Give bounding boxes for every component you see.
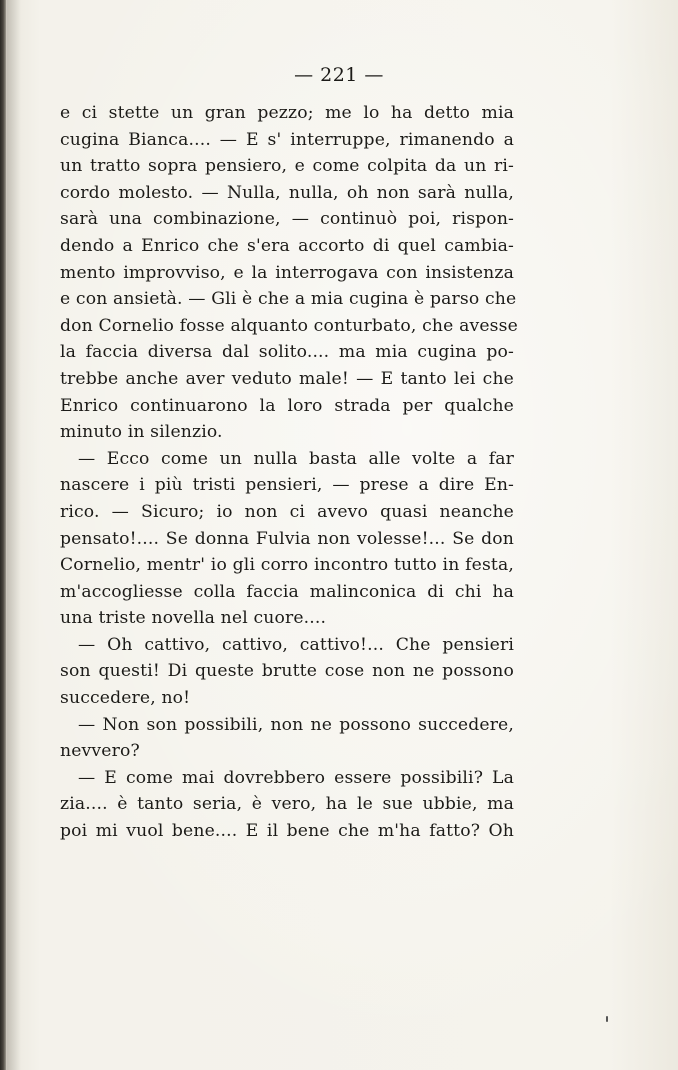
text-line: m'accogliesse colla faccia malinconica di chi ha: [60, 581, 514, 602]
text-line: una triste novella nel cuore....: [60, 608, 327, 629]
text-line: e ci stette un gran pezzo; me lo ha detto mia: [60, 103, 514, 123]
text-line: — E come mai dovrebbero essere possibili? La: [78, 767, 514, 788]
text-line: don Cornelio fosse alquanto conturbato, che avesse: [60, 315, 518, 336]
text-line: e con ansietà. — Gli è che a mia cugina è parso che: [60, 289, 517, 310]
text-line: un tratto sopra pensiero, e come colpita da un ri-: [60, 156, 514, 177]
text-line: Enrico continuarono la loro strada per qualche: [60, 395, 514, 416]
text-line: — Non son possibili, non ne possono succedere,: [78, 714, 514, 735]
page-number: — 221 —: [294, 64, 384, 86]
body-text: [60, 100, 518, 845]
text-line: pensato!.... Se donna Fulvia non volesse!... Se don: [60, 528, 514, 549]
text-line: nascere i più tristi pensieri, — prese a dire En-: [60, 475, 514, 496]
text-line: nevvero?: [60, 741, 140, 762]
text-line: trebbe anche aver veduto male! — E tanto lei che: [60, 368, 514, 389]
text-line: cordo molesto. — Nulla, nulla, oh non sarà nulla,: [60, 182, 514, 203]
text-line: poi mi vuol bene.... E il bene che m'ha fatto? Oh: [60, 821, 514, 842]
text-line: — Oh cattivo, cattivo, cattivo!... Che pensieri: [78, 634, 514, 655]
book-binding-edge: [0, 0, 7, 1070]
text-line: succedere, no!: [60, 688, 191, 709]
text-line: sarà una combinazione, — continuò poi, rispon-: [60, 209, 514, 230]
text-line: mento improvviso, e la interrogava con insistenza: [60, 262, 514, 283]
text-line: rico. — Sicuro; io non ci avevo quasi neanche: [60, 501, 514, 522]
text-line: son questi! Di queste brutte cose non ne possono: [60, 661, 514, 682]
text-line: cugina Bianca.... — E s' interruppe, rimanendo a: [60, 129, 514, 150]
binding-shadow: [7, 0, 21, 1070]
text-line: minuto in silenzio.: [60, 422, 223, 443]
text-line: Cornelio, mentr' io gli corro incontro tutto in festa,: [60, 555, 514, 576]
text-line: zia.... è tanto seria, è vero, ha le sue ubbie, ma: [60, 794, 514, 815]
text-line: la faccia diversa dal solito.... ma mia cugina po-: [60, 342, 514, 363]
text-line: dendo a Enrico che s'era accorto di quel cambia-: [60, 235, 514, 256]
text-line: — Ecco come un nulla basta alle volte a far: [78, 448, 514, 469]
paper-speck: [606, 1016, 608, 1022]
